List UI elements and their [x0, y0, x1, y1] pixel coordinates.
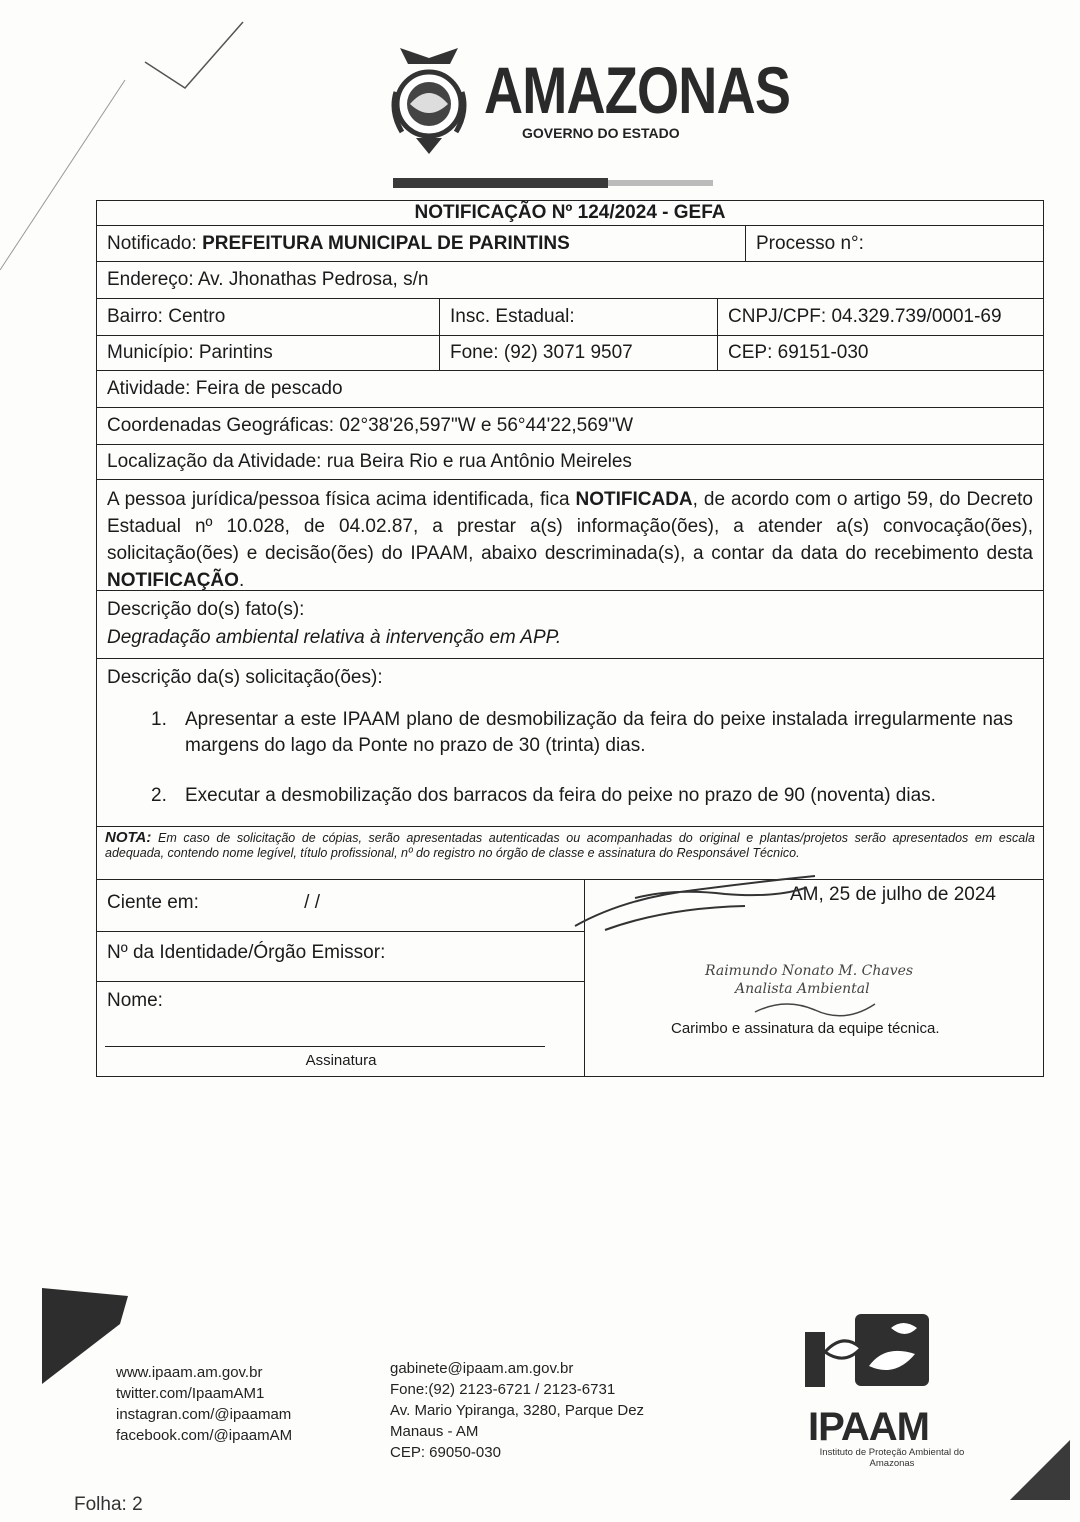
footer-instagram-link[interactable]: instagran.com/@ipaamam: [116, 1406, 292, 1423]
assinatura-label: Assinatura: [305, 1052, 377, 1069]
nome-label: Nome:: [107, 990, 163, 1011]
ipaam-logo-text: IPAAM: [808, 1405, 929, 1449]
notificado-label: Notificado:: [107, 232, 197, 254]
ciente-row: [97, 880, 584, 932]
form-title: NOTIFICAÇÃO Nº 124/2024 - GEFA: [97, 201, 1043, 226]
fatos-value: Degradação ambiental relativa à intervenção em APP.: [107, 627, 562, 648]
footer-twitter-link[interactable]: twitter.com/IpaamAM1: [116, 1385, 265, 1402]
footer-phone: Fone:(92) 2123-6721 / 2123-6731: [390, 1381, 616, 1398]
footer-facebook-link[interactable]: facebook.com/@ipaamAM: [116, 1427, 293, 1444]
processo-cell: [745, 226, 1043, 261]
carimbo-label: Carimbo e assinatura da equipe técnica.: [671, 1020, 940, 1037]
date-text: AM, 25 de julho de 2024: [790, 884, 996, 905]
signature-scribble-icon: [545, 868, 845, 948]
identidade-label: Nº da Identidade/Órgão Emissor:: [97, 932, 584, 982]
processo-label: Processo n°:: [756, 232, 864, 254]
nome-row: [97, 982, 584, 1074]
footer-contacts-mid: [390, 1358, 644, 1463]
footer-city: Manaus - AM: [390, 1423, 479, 1440]
atividade: Atividade: Feira de pescado: [107, 378, 343, 399]
ciente-label: Ciente em:: [107, 892, 199, 913]
amazonas-crest-icon: [388, 42, 470, 158]
municipio: Município: Parintins: [107, 342, 273, 363]
ciente-slashes: / /: [304, 892, 320, 913]
notification-paragraph: A pessoa jurídica/pessoa física acima identificada, fica NOTIFICADA, de acordo com o artigo 59, do Decreto Estadual nº 10.028, de 04.02.87, a prestar a(s) informação(ões), a atender a(s) convocação(ões), solicitação(ões) e decisão(ões) do IPAAM, abaixo descriminada(s), a contar da data do recebimento desta NOTIFICAÇÃO.: [107, 489, 1033, 591]
nota-text: NOTA: Em caso de solicitação de cópias, serão apresentadas autenticadas ou acompanhadas do original e plantas/projetos serão apresentados em escala adequada, contendo nome legível, título profissional, nº do registro no órgão de classe e assinatura do Responsável Técnico.: [105, 829, 1035, 860]
coordenadas: Coordenadas Geográficas: 02°38'26,597"W e 56°44'22,569"W: [107, 415, 634, 436]
list-item: 2. Executar a desmobilização dos barracos da feira do peixe no prazo de 90 (noventa) dias.: [151, 785, 936, 806]
cnpj: CNPJ/CPF: 04.329.739/0001-69: [717, 299, 1043, 335]
technician-stamp: Raimundo Nonato M. Chaves Analista Ambiental: [705, 963, 914, 997]
footer-website-link[interactable]: www.ipaam.am.gov.br: [116, 1364, 263, 1381]
header-divider-light: [608, 180, 713, 186]
cep: CEP: 69151-030: [717, 336, 1043, 370]
fone: Fone: (92) 3071 9507: [439, 336, 717, 370]
footer-contacts-left: [116, 1362, 292, 1446]
header-divider: [393, 178, 608, 188]
ipaam-logo-subtitle: Instituto de Proteção Ambiental do Amazonas: [819, 1447, 965, 1469]
page-number: Folha: 2: [74, 1494, 143, 1515]
notificado-value: PREFEITURA MUNICIPAL DE PARINTINS: [202, 232, 570, 254]
endereco: Endereço: Av. Jhonathas Pedrosa, s/n: [107, 269, 429, 290]
brand-subtitle: GOVERNO DO ESTADO: [522, 125, 680, 141]
ipaam-logo-icon: [805, 1314, 930, 1414]
notification-form: [96, 200, 1044, 1077]
insc-estadual: Insc. Estadual:: [439, 299, 717, 335]
notificado-cell: [97, 226, 745, 261]
bairro: Bairro: Centro: [107, 306, 226, 327]
footer-right-triangle: [1010, 1440, 1070, 1500]
signature-line: [105, 1046, 545, 1047]
brand-title: AMAZONAS: [484, 53, 791, 127]
footer-address: Av. Mario Ypiranga, 3280, Parque Dez: [390, 1402, 645, 1419]
footer-email-link[interactable]: gabinete@ipaam.am.gov.br: [390, 1360, 574, 1377]
localizacao: Localização da Atividade: rua Beira Rio e rua Antônio Meireles: [107, 451, 632, 472]
footer-cep: CEP: 69050-030: [390, 1444, 501, 1461]
fatos-label: Descrição do(s) fato(s):: [107, 599, 305, 620]
list-item: 1. Apresentar a este IPAAM plano de desmobilização da feira do peixe instalada irregularmente nas margens do lago da Ponte no prazo de 30 (trinta) dias.: [151, 709, 1013, 756]
solicitacoes-label: Descrição da(s) solicitação(ões):: [107, 667, 383, 688]
